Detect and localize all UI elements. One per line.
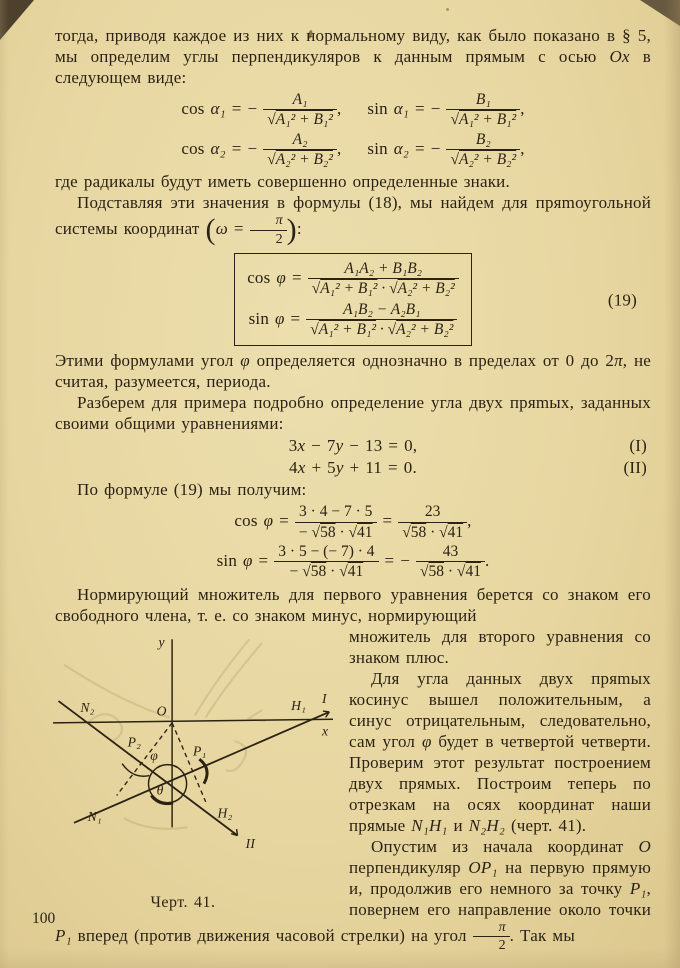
figure-labels: [79, 634, 328, 851]
label-y-axis: y: [158, 634, 165, 650]
paragraph-quadrant: Для угла данных двух пряmых косинус вышел положительным, а синус отрицательным, следовательно, сам угол φ будет в четвертой четверти. Проверим этот результат построением двух прямых. Построим теперь по отрезкам на осях координат наши прямые N₁H₁ и N₂H₂ (черт. 41).: [349, 668, 651, 835]
formula-19-box: [234, 253, 472, 346]
label-H1: H₁: [291, 697, 307, 713]
fraction: $\frac{\text{A₁B₂ − A₂B₁}}{\text{√A₁² + B₁² · √A₂² + B₂²}}$: [306, 301, 457, 339]
label-theta: θ: [156, 782, 164, 798]
paragraph-factor-second: множитель для второго уравнения со знаком плюс.: [349, 626, 651, 667]
fraction-pi-2: $\frac{\pi}{2}$: [250, 213, 287, 247]
formula-example-sin: sin φ = $\frac{3 \cdot 5 - (- 7) \cdot 4}{- √58 \cdot √41}$ = − $\frac{43}{√58 \cdot √41}$ .: [216, 542, 490, 581]
equation-line-2: 4x + 5y + 11 = 0. (II): [289, 458, 647, 478]
fraction: $\frac{23}{√58 \cdot √41}$: [398, 503, 467, 541]
x-axis: [53, 719, 333, 723]
formula-alpha-block: [55, 91, 651, 168]
label-line-II: II: [245, 835, 256, 851]
label-phi: φ: [150, 747, 159, 763]
label-x-axis: x: [321, 723, 329, 739]
formula-alpha2: cos α₂ = − $\frac{\text{A₂}}{\text{√A₂² + B₂²}}$ , sin α₂ = − $\frac{\text{B₂}}{\text{√A₂² + B₂²}}$ ,: [181, 130, 525, 169]
figure-drawing: [33, 632, 333, 890]
line-N1H1: [74, 711, 329, 823]
label-line-I: I: [321, 690, 327, 706]
figure-caption: Черт. 41.: [150, 893, 216, 911]
formula-19-cos: cos φ = $\frac{\text{A₁A₂ + B₁B₂}}{\text{√A₁² + B₁² · √A₂² + B₂²}}$: [247, 260, 459, 298]
scan-edge-shadow-left: [0, 0, 9, 968]
fraction-pi-2: $\frac{\pi}{2}$: [473, 920, 510, 954]
formula-19-sin: sin φ = $\frac{\text{A₁B₂ − A₂B₁}}{\text{√A₁² + B₁² · √A₂² + B₂²}}$: [247, 301, 459, 339]
label-P2: P₂: [127, 734, 142, 750]
fraction: $\frac{3 \cdot 5 - (- 7) \cdot 4}{- √58 \cdot √41}$: [274, 543, 378, 581]
formula-19-block: [55, 253, 651, 346]
equation-number-I: (I): [629, 436, 647, 456]
paper-speck: [446, 8, 449, 11]
fraction: $\frac{\text{A₁A₂ + B₁B₂}}{\text{√A₁² + B₁² · √A₂² + B₂²}}$: [308, 260, 459, 298]
fraction: $\frac{43}{√58 \cdot √41}$: [416, 543, 485, 581]
axes: [53, 639, 333, 827]
paragraph-unique-angle: Этими формулами угол φ определяется однозначно в пределах от 0 до 2π, не считая, разумеется, периода.: [55, 351, 651, 392]
paragraph-normalizing: Нормирующий множитель для первого уравнения берется со знаком его свободного члена, т. е. со знаком минус, нормирующий: [55, 584, 651, 625]
formula-example-cos: cos φ = $\frac{3 \cdot 4 - 7 \cdot 5}{- √58 \cdot √41}$ = $\frac{23}{√58 \cdot √41}$ ,: [234, 503, 472, 541]
fraction: $\frac{\text{B₂}}{\text{√A₂² + B₂²}}$: [446, 131, 520, 169]
figure-chart-41: [33, 632, 333, 913]
label-origin-O: O: [156, 703, 167, 719]
label-H2: H₂: [217, 804, 233, 820]
page-body: [55, 25, 651, 954]
formula-example-block: [55, 503, 651, 580]
label-N2: N₂: [80, 699, 95, 715]
equation-number-19: (19): [607, 290, 637, 309]
paragraph-example: Разберем для примера подробно определение угла двух пряmых, заданных своими общими уравнениями:: [55, 393, 651, 434]
paragraph-by-formula: По формуле (19) мы получим:: [77, 480, 307, 500]
equation-line-1: 3x − 7y − 13 = 0, (I): [288, 436, 647, 456]
label-N1: N₁: [87, 808, 102, 824]
pencil-bleedthrough-marks: [64, 639, 266, 829]
paragraph-radicals: где радикалы будут иметь совершенно определенные знаки.: [55, 172, 510, 192]
formula-alpha1: cos α₁ = − $\frac{\text{A₁}}{\text{√A₁² + B₁²}}$ , sin α₁ = − $\frac{\text{B₁}}{\text{√A₁² + B₁²}}$ ,: [181, 91, 525, 129]
fraction: $\frac{3 \cdot 4 - 7 \cdot 5}{- √58 \cdot √41}$: [295, 503, 377, 541]
page-number: 100: [32, 910, 56, 927]
fraction: $\frac{\text{B₁}}{\text{√A₁² + B₁²}}$: [446, 91, 520, 129]
paragraph-drop-perpendicular: Опустим из начала координат O перпендикуляр OP₁ на первую прямую и, продолжив его немного за точку P₁, повернем его направление около точки P₁ вперед (против движения часовой стрелки) на угол $\frac{\pi}{2}$ . Так мы: [55, 836, 651, 954]
equation-number-II: (II): [623, 458, 647, 478]
scan-edge-shadow-right: [664, 0, 680, 968]
fraction: $\frac{\text{A₂}}{\text{√A₂² + B₂²}}$: [263, 131, 337, 169]
label-P1: P₁: [192, 743, 207, 759]
paragraph-substitute: Подставляя эти значения в формулы (18), мы найдем для пряmоугольной системы координат (ω = $\frac{\pi}{2}$ ):: [55, 193, 651, 248]
paragraph-intro: тогда, приводя каждое из них к нормальному виду, как было показано в § 5, мы определим углы перпендикуляров к данным прямым с осью Ох в следующем виде:: [55, 26, 651, 87]
fraction: $\frac{\text{A₁}}{\text{√A₁² + B₁²}}$: [263, 91, 337, 129]
